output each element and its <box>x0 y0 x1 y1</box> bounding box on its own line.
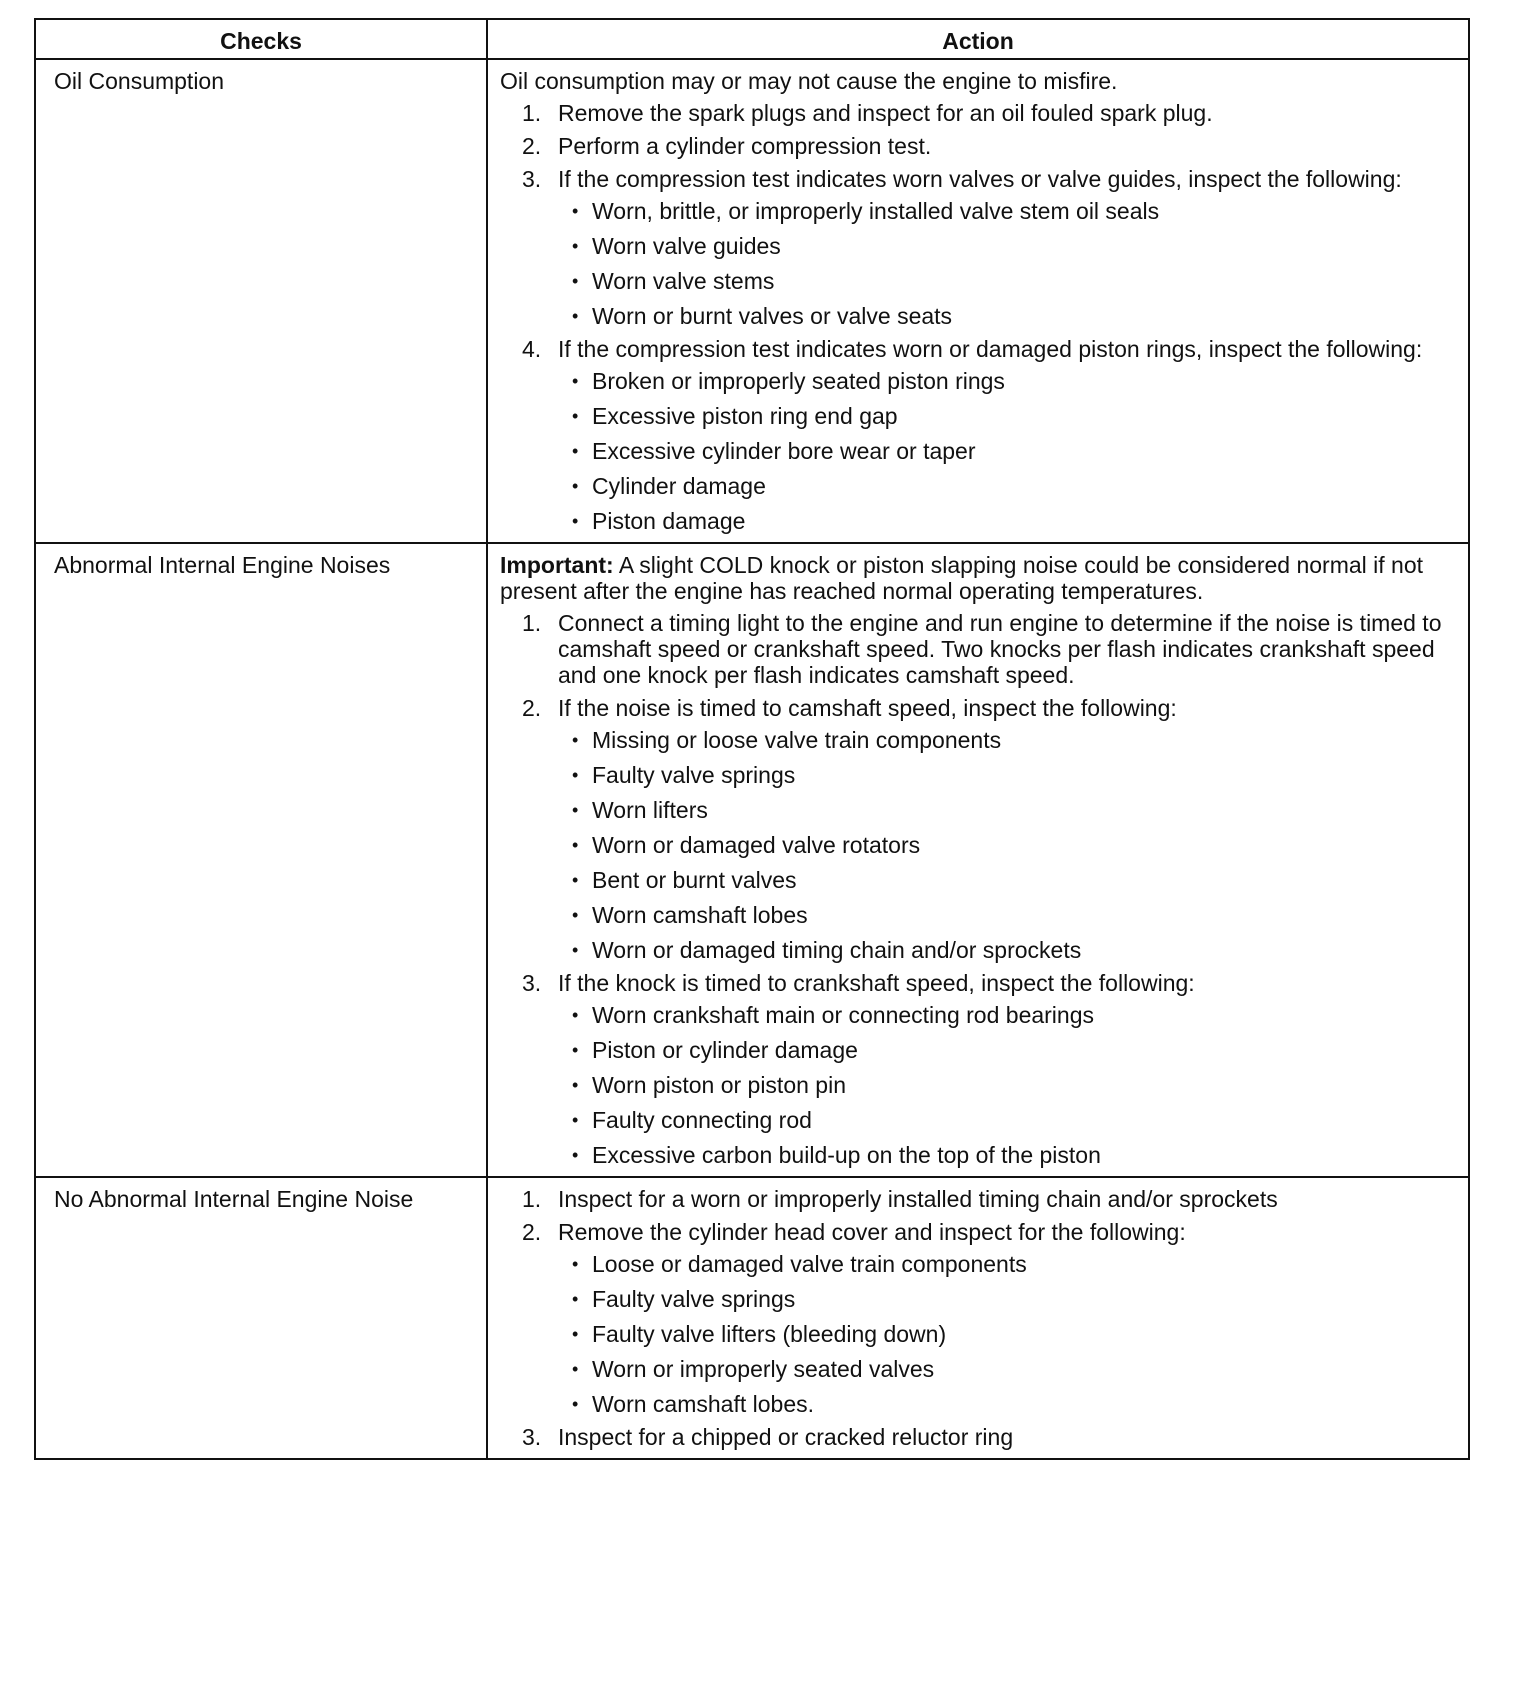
action-cell <box>487 543 1469 1177</box>
bullet-text: Bent or burnt valves <box>592 867 797 893</box>
check-cell: No Abnormal Internal Engine Noise <box>35 1177 487 1459</box>
bullet-text: Worn valve stems <box>592 268 775 294</box>
bullet-dot-icon: • <box>572 236 579 256</box>
step-number: 3. <box>522 166 542 192</box>
step-text: Connect a timing light to the engine and run engine to determine if the noise is timed to camshaft speed or crankshaft speed. Two knocks per flash indicates crankshaft speed and one knock per flash indicates camshaft speed. <box>558 610 1442 688</box>
important-label: Important: <box>500 552 614 578</box>
bullet-text: Excessive cylinder bore wear or taper <box>592 438 976 464</box>
bullet-item <box>558 303 1456 329</box>
action-intro <box>500 552 1456 604</box>
step-number: 1. <box>522 610 542 636</box>
step-list <box>500 1186 1456 1450</box>
step-item <box>500 100 1456 126</box>
bullet-item <box>558 1251 1456 1277</box>
bullet-dot-icon: • <box>572 765 579 785</box>
step-number: 2. <box>522 1219 542 1245</box>
bullet-dot-icon: • <box>572 1110 579 1130</box>
bullet-text: Piston damage <box>592 508 746 534</box>
bullet-item <box>558 727 1456 753</box>
bullet-dot-icon: • <box>572 1289 579 1309</box>
bullet-dot-icon: • <box>572 905 579 925</box>
checks-column-header: Checks <box>35 19 487 59</box>
step-number: 4. <box>522 336 542 362</box>
bullet-text: Worn or burnt valves or valve seats <box>592 303 953 329</box>
table-body <box>35 59 1469 1459</box>
step-item <box>500 133 1456 159</box>
action-column-header: Action <box>487 19 1469 59</box>
check-cell: Oil Consumption <box>35 59 487 543</box>
table-header-row <box>35 19 1469 59</box>
step-item <box>500 166 1456 329</box>
bullet-dot-icon: • <box>572 835 579 855</box>
bullet-dot-icon: • <box>572 476 579 496</box>
bullet-text: Broken or improperly seated piston rings <box>592 368 1005 394</box>
bullet-text: Faulty connecting rod <box>592 1107 812 1133</box>
bullet-text: Worn camshaft lobes. <box>592 1391 815 1417</box>
bullet-text: Worn or damaged valve rotators <box>592 832 921 858</box>
bullet-dot-icon: • <box>572 271 579 291</box>
bullet-dot-icon: • <box>572 1145 579 1165</box>
table-row <box>35 543 1469 1177</box>
step-text: Remove the spark plugs and inspect for an oil fouled spark plug. <box>558 100 1213 126</box>
step-number: 2. <box>522 133 542 159</box>
bullet-item <box>558 1286 1456 1312</box>
intro-text: Oil consumption may or may not cause the engine to misfire. <box>500 68 1118 94</box>
bullet-text: Faulty valve springs <box>592 1286 796 1312</box>
step-text: If the knock is timed to crankshaft speed, inspect the following: <box>558 970 1195 996</box>
bullet-text: Excessive piston ring end gap <box>592 403 898 429</box>
table-row <box>35 1177 1469 1459</box>
bullet-text: Loose or damaged valve train components <box>592 1251 1027 1277</box>
diagnostic-table <box>34 18 1470 1460</box>
action-cell <box>487 1177 1469 1459</box>
step-item <box>500 336 1456 534</box>
bullet-list <box>558 198 1456 329</box>
bullet-item <box>558 473 1456 499</box>
step-number: 3. <box>522 1424 542 1450</box>
bullet-item <box>558 198 1456 224</box>
step-text: Inspect for a worn or improperly installed timing chain and/or sprockets <box>558 1186 1278 1212</box>
action-intro <box>500 68 1456 94</box>
bullet-dot-icon: • <box>572 1040 579 1060</box>
step-list <box>500 610 1456 1168</box>
step-text: If the noise is timed to camshaft speed, inspect the following: <box>558 695 1177 721</box>
bullet-item <box>558 438 1456 464</box>
bullet-text: Worn valve guides <box>592 233 781 259</box>
step-text: Inspect for a chipped or cracked reluctor ring <box>558 1424 1014 1450</box>
bullet-text: Worn crankshaft main or connecting rod bearings <box>592 1002 1095 1028</box>
bullet-item <box>558 937 1456 963</box>
step-item <box>500 695 1456 963</box>
bullet-item <box>558 1072 1456 1098</box>
bullet-dot-icon: • <box>572 1359 579 1379</box>
bullet-text: Piston or cylinder damage <box>592 1037 858 1063</box>
bullet-item <box>558 1391 1456 1417</box>
action-cell <box>487 59 1469 543</box>
bullet-item <box>558 1321 1456 1347</box>
bullet-text: Faulty valve lifters (bleeding down) <box>592 1321 947 1347</box>
bullet-item <box>558 832 1456 858</box>
check-cell: Abnormal Internal Engine Noises <box>35 543 487 1177</box>
bullet-text: Worn, brittle, or improperly installed valve stem oil seals <box>592 198 1160 224</box>
bullet-dot-icon: • <box>572 306 579 326</box>
bullet-list <box>558 1251 1456 1417</box>
bullet-item <box>558 403 1456 429</box>
bullet-list <box>558 368 1456 534</box>
bullet-dot-icon: • <box>572 441 579 461</box>
bullet-item <box>558 1356 1456 1382</box>
bullet-item <box>558 797 1456 823</box>
step-number: 3. <box>522 970 542 996</box>
bullet-dot-icon: • <box>572 870 579 890</box>
step-text: If the compression test indicates worn valves or valve guides, inspect the following: <box>558 166 1402 192</box>
bullet-dot-icon: • <box>572 800 579 820</box>
step-number: 1. <box>522 1186 542 1212</box>
bullet-item <box>558 508 1456 534</box>
step-number: 2. <box>522 695 542 721</box>
bullet-text: Worn piston or piston pin <box>592 1072 846 1098</box>
bullet-item <box>558 368 1456 394</box>
bullet-item <box>558 902 1456 928</box>
bullet-item <box>558 1107 1456 1133</box>
bullet-dot-icon: • <box>572 201 579 221</box>
step-item <box>500 1186 1456 1212</box>
bullet-item <box>558 233 1456 259</box>
bullet-text: Excessive carbon build-up on the top of the piston <box>592 1142 1101 1168</box>
bullet-item <box>558 1037 1456 1063</box>
intro-text: A slight COLD knock or piston slapping noise could be considered normal if not present after the engine has reached normal operating temperatures. <box>500 552 1424 604</box>
step-text: If the compression test indicates worn or damaged piston rings, inspect the following: <box>558 336 1423 362</box>
bullet-list <box>558 1002 1456 1168</box>
bullet-dot-icon: • <box>572 1394 579 1414</box>
bullet-dot-icon: • <box>572 371 579 391</box>
bullet-dot-icon: • <box>572 1324 579 1344</box>
bullet-item <box>558 1142 1456 1168</box>
step-number: 1. <box>522 100 542 126</box>
bullet-item <box>558 1002 1456 1028</box>
bullet-item <box>558 268 1456 294</box>
bullet-dot-icon: • <box>572 940 579 960</box>
bullet-dot-icon: • <box>572 1005 579 1025</box>
bullet-text: Worn or improperly seated valves <box>592 1356 935 1382</box>
bullet-text: Worn lifters <box>592 797 708 823</box>
bullet-text: Worn camshaft lobes <box>592 902 808 928</box>
step-list <box>500 100 1456 534</box>
bullet-list <box>558 727 1456 963</box>
bullet-dot-icon: • <box>572 1254 579 1274</box>
bullet-item <box>558 867 1456 893</box>
table-row <box>35 59 1469 543</box>
bullet-item <box>558 762 1456 788</box>
step-item <box>500 970 1456 1168</box>
step-item <box>500 610 1456 688</box>
step-item <box>500 1424 1456 1450</box>
bullet-dot-icon: • <box>572 730 579 750</box>
step-text: Remove the cylinder head cover and inspect for the following: <box>558 1219 1186 1245</box>
bullet-dot-icon: • <box>572 406 579 426</box>
bullet-dot-icon: • <box>572 1075 579 1095</box>
step-text: Perform a cylinder compression test. <box>558 133 932 159</box>
bullet-text: Cylinder damage <box>592 473 766 499</box>
bullet-dot-icon: • <box>572 511 579 531</box>
bullet-text: Missing or loose valve train components <box>592 727 1002 753</box>
bullet-text: Worn or damaged timing chain and/or sprockets <box>592 937 1082 963</box>
step-item <box>500 1219 1456 1417</box>
bullet-text: Faulty valve springs <box>592 762 796 788</box>
